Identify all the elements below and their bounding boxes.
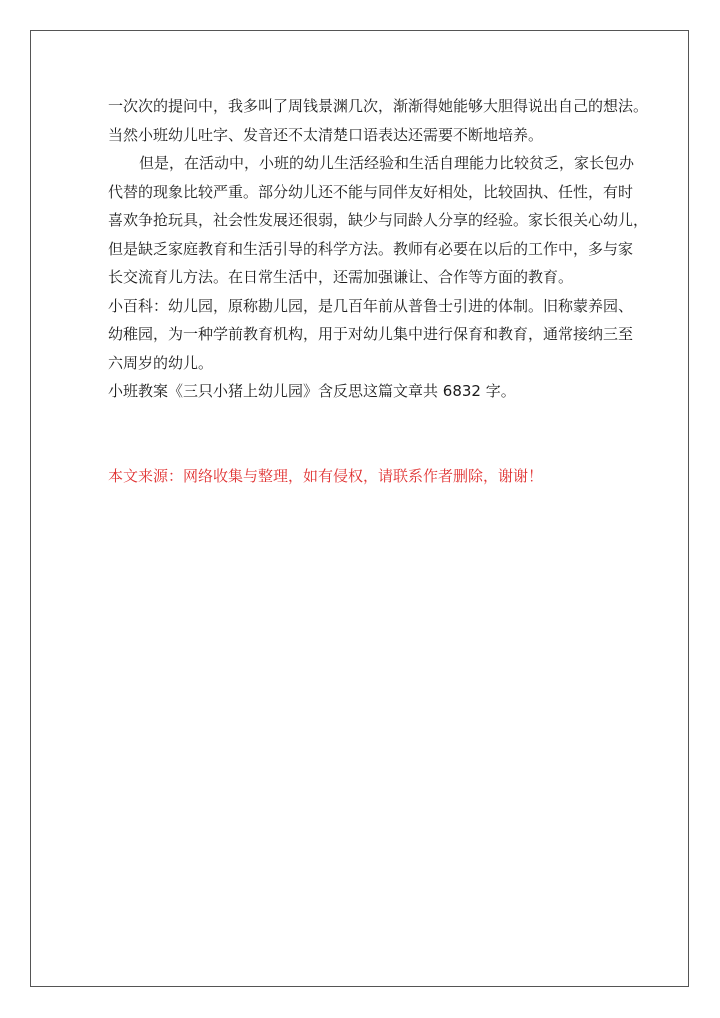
text-line: 代替的现象比较严重。部分幼儿还不能与同伴友好相处，比较固执、任性，有时 bbox=[108, 182, 634, 201]
document-body bbox=[108, 92, 649, 490]
paragraph-2 bbox=[108, 149, 649, 292]
text-line: 喜欢争抢玩具，社会性发展还很弱，缺少与同龄人分享的经验。家长很关心幼儿， bbox=[108, 211, 649, 229]
text-line: 但是，在活动中，小班的幼儿生活经验和生活自理能力比较贫乏，家长包办 bbox=[139, 154, 635, 172]
text-line: 但是缺乏家庭教育和生活引导的科学方法。教师有必要在以后的工作中，多与家 bbox=[108, 239, 634, 258]
text-line: 六周岁的幼儿。 bbox=[108, 353, 214, 372]
text-line: 幼稚园，为一种学前教育机构，用于对幼儿集中进行保育和教育，通常接纳三至 bbox=[108, 325, 634, 343]
text-line: 当然小班幼儿吐字、发音还不太清楚口语表达还需要不断地培养。 bbox=[108, 125, 544, 144]
paragraph-encyclopedia bbox=[108, 292, 634, 378]
paragraph-1 bbox=[108, 92, 649, 149]
text-line: 长交流育儿方法。在日常生活中，还需加强谦让、合作等方面的教育。 bbox=[108, 268, 574, 286]
word-count-line: 小班教案《三只小猪上幼儿园》含反思这篇文章共 6832 字。 bbox=[108, 382, 516, 400]
spacer bbox=[108, 406, 628, 462]
source-note: 本文来源：网络收集与整理，如有侵权，请联系作者删除，谢谢！ bbox=[108, 466, 544, 485]
text-line: 一次次的提问中，我多叫了周钱景渊几次，渐渐得她能够大胆得说出自己的想法。 bbox=[108, 97, 649, 115]
text-line: 小百科：幼儿园，原称勘儿园，是几百年前从普鲁士引进的体制。旧称蒙养园、 bbox=[108, 296, 634, 315]
